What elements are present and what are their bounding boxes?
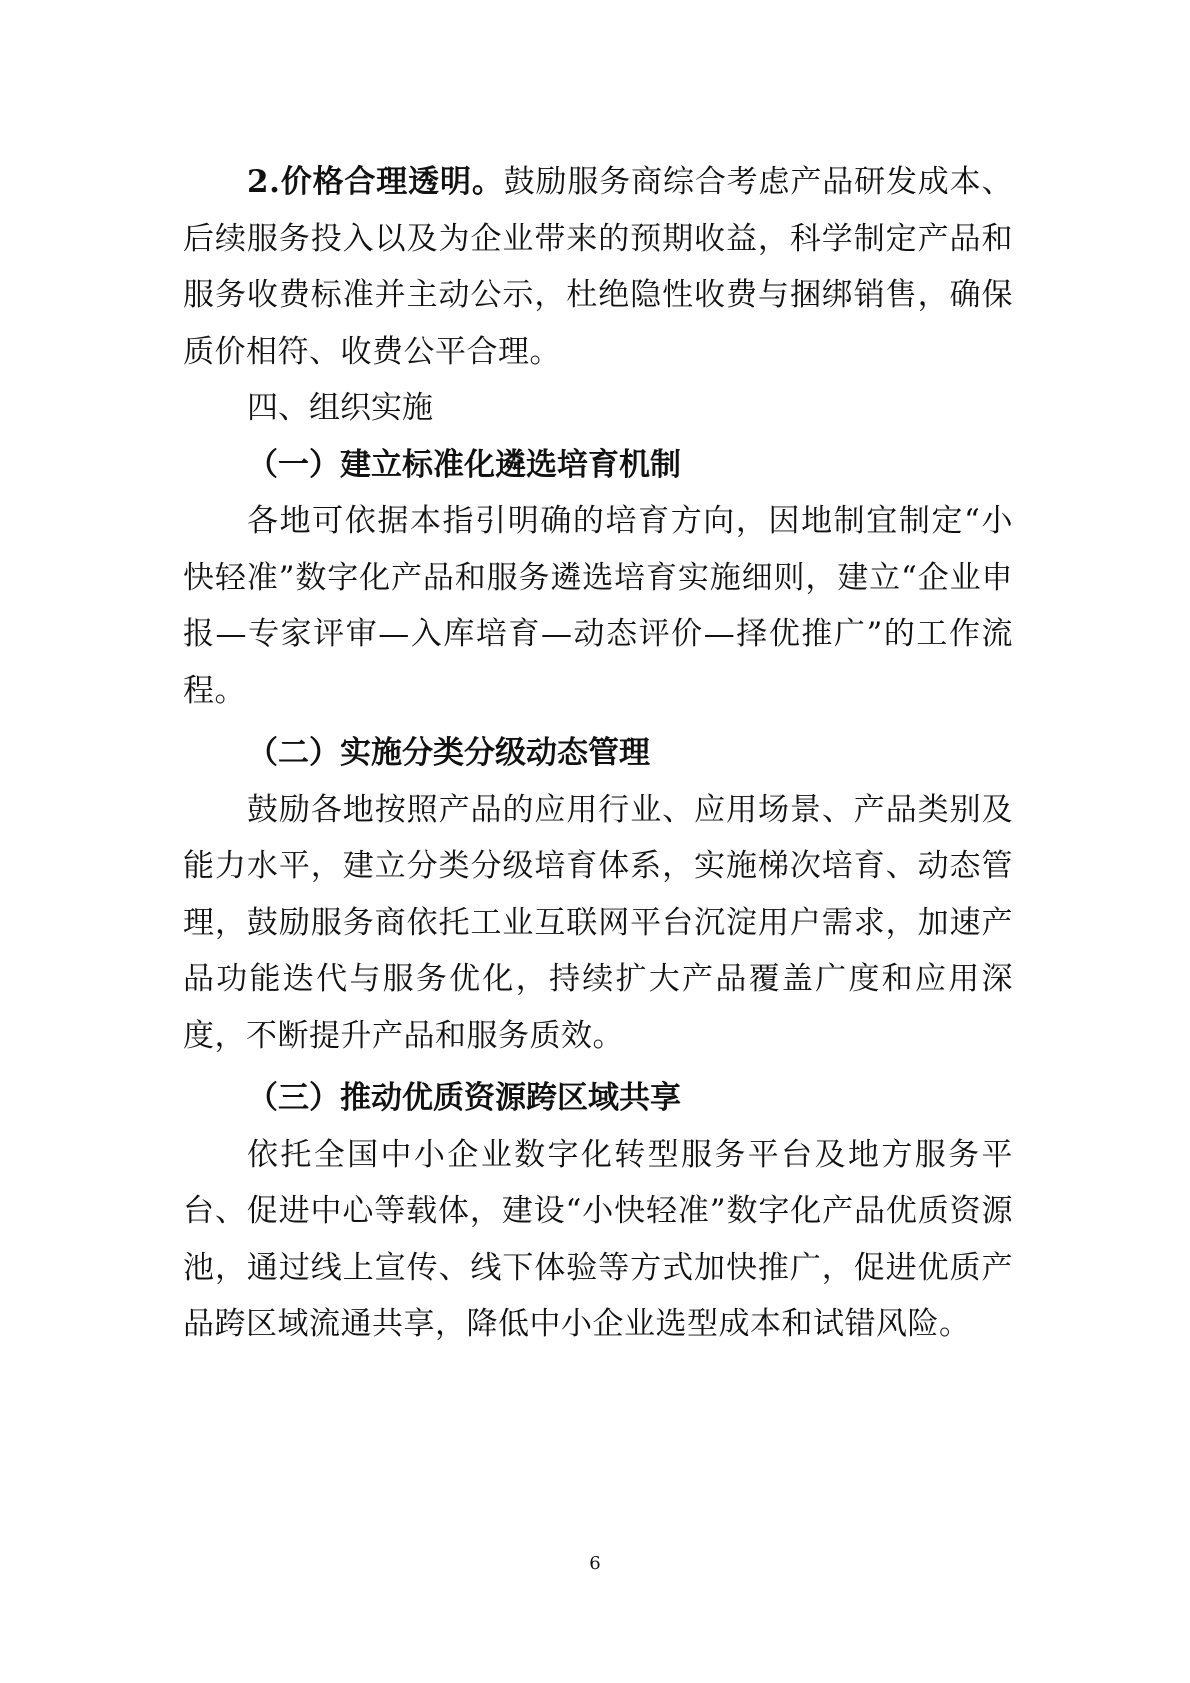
page-number: 6 [589, 1553, 601, 1574]
subsection-heading-3: （三）推动优质资源跨区域共享 [247, 1080, 681, 1116]
subsection-body-3: 依托全国中小企业数字化转型服务平台及地方服务平台、促进中心等载体，建设“小快轻准”数字化产品优质资源池，通过线上宣传、线下体验等方式加快推广，促进优质产品跨区域流通共享，降低中小企业选型成本和试错风险。 [183, 1136, 1013, 1342]
subsection-body-1: 各地可依据本指引明确的培育方向，因地制宜制定“小快轻准”数字化产品和服务遴选培育实施细则，建立“企业申报—专家评审—入库培育—动态评价—择优推广”的工作流程。 [183, 503, 1013, 709]
subsection-body-2: 鼓励各地按照产品的应用行业、应用场景、产品类别及能力水平，建立分类分级培育体系，实施梯次培育、动态管理，鼓励服务商依托工业互联网平台沉淀用户需求，加速产品功能迭代与服务优化，持续扩大产品覆盖广度和应用深度，不断提升产品和服务质效。 [183, 791, 1013, 1054]
subsection-heading-1: （一）建立标准化遴选培育机制 [247, 446, 681, 483]
section-heading-organization: 四、组织实施 [247, 390, 433, 426]
paragraph-lead: 2.价格合理透明。 [247, 164, 504, 200]
paragraph-body: 鼓励服务商综合考虑产品研发成本、后续服务投入以及为企业带来的预期收益，科学制定产品和服务收费标准并主动公示，杜绝隐性收费与捆绑销售，确保质价相符、收费公平合理。 [183, 164, 1014, 370]
paragraph-price-transparency [183, 154, 1013, 380]
page-content [183, 154, 1013, 1353]
subsection-heading-2: （二）实施分类分级动态管理 [247, 735, 650, 771]
